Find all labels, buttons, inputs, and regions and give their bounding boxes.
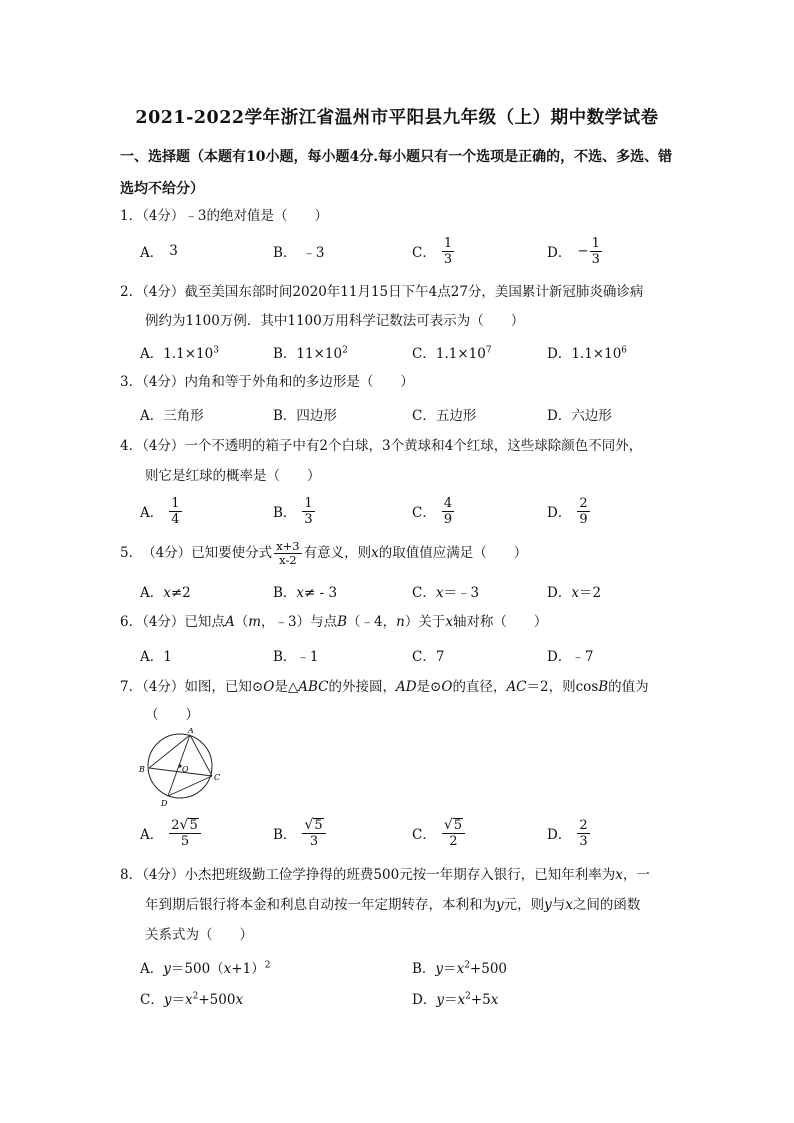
option-label: D． <box>547 245 572 261</box>
option-label: C． <box>412 245 436 261</box>
question-text: 小杰把班级勤工俭学挣得的班费500元按一年期存入银行，已知年利率为 <box>184 867 616 883</box>
question-text: 元，则 <box>503 897 545 913</box>
exponent: 3 <box>213 345 219 356</box>
option-b <box>273 811 326 855</box>
variable: y <box>163 961 171 977</box>
question-text: 的取值值应满足（ ） <box>378 545 528 561</box>
option-text: 11×10 <box>296 346 343 362</box>
fraction-numerator: 2 <box>579 817 588 833</box>
variable: x <box>571 585 579 601</box>
option-d <box>412 988 498 1008</box>
fraction <box>442 496 454 527</box>
variable: O <box>441 679 453 695</box>
question-text: 之间的函数 <box>572 897 641 913</box>
variable: x <box>445 614 453 630</box>
option-label: D． <box>547 585 572 601</box>
option-a <box>140 581 191 601</box>
question-text: 内角和等于外角和的多边形是（ ） <box>184 374 414 390</box>
variable: x <box>163 585 171 601</box>
option-text: ＝2 <box>578 585 602 601</box>
fraction <box>302 818 325 849</box>
option-text: +500 <box>198 992 236 1008</box>
question-text: 如图，已知⊙ <box>184 679 264 695</box>
fraction-denominator: 9 <box>579 511 588 527</box>
variable: x <box>435 585 444 601</box>
question-text: 年到期后银行将本金和利息自动按一年定期转存，本利和为 <box>145 897 496 913</box>
fraction-numerator: 1 <box>171 495 180 511</box>
option-text: ﹣3 <box>302 245 325 261</box>
question-text: 是△ <box>274 679 299 695</box>
option-text: +5 <box>470 992 491 1008</box>
label-a: A <box>188 728 194 735</box>
option-d <box>547 811 590 855</box>
option-label: B． <box>412 961 436 977</box>
option-a <box>140 342 219 362</box>
variable: A <box>224 614 235 630</box>
option-label: C． <box>412 827 436 843</box>
option-c <box>412 581 479 601</box>
option-label: B． <box>273 827 297 843</box>
option-b <box>273 581 337 601</box>
option-label: A． <box>140 408 164 424</box>
variable: B <box>337 614 348 630</box>
question-7 <box>120 677 680 697</box>
option-b <box>273 231 325 271</box>
question-score: （4分） <box>142 679 185 695</box>
section-heading-line1: 一、选择题（本题有10小题，每小题4分.每小题只有一个选项是正确的，不选、多选、错 <box>120 149 673 165</box>
variable: y <box>496 897 504 913</box>
options-q2 <box>140 342 680 366</box>
question-text: 轴对称（ ） <box>452 614 548 630</box>
fraction-denominator: 3 <box>443 251 453 267</box>
option-label: C． <box>412 649 436 665</box>
option-text: ≠ - 3 <box>304 585 338 601</box>
option-a <box>140 491 182 531</box>
fraction <box>442 818 465 849</box>
variable: x <box>296 585 305 601</box>
question-text: 已知要使分式 <box>191 545 273 561</box>
option-label: D． <box>547 346 572 362</box>
option-text: 1.1×10 <box>435 346 486 362</box>
option-label: B． <box>273 245 297 261</box>
exponent: 6 <box>621 345 628 356</box>
question-score: （4分） <box>142 284 185 300</box>
question-number: 6． <box>120 614 143 630</box>
question-text: 有意义，则 <box>303 545 372 561</box>
variable: B <box>598 679 609 695</box>
option-text: 四边形 <box>296 408 337 424</box>
fraction-numerator <box>302 818 325 834</box>
option-c <box>412 342 492 362</box>
fraction-numerator: 1 <box>304 495 313 511</box>
option-label: A． <box>140 827 164 843</box>
question-score: （4分） <box>142 208 185 224</box>
fraction-denominator: 3 <box>591 251 600 267</box>
question-4 <box>120 436 680 456</box>
fraction-denominator: 2 <box>449 833 458 849</box>
fraction <box>169 496 181 527</box>
question-number: 2． <box>120 284 143 300</box>
variable: x <box>457 992 466 1008</box>
option-label: D． <box>547 827 572 843</box>
fraction-numerator: 4 <box>443 495 453 511</box>
question-7-cont: （ ） <box>145 707 199 723</box>
variable: x <box>456 961 465 977</box>
question-text: （ <box>234 614 249 630</box>
fraction-denominator: 3 <box>309 833 319 849</box>
option-c <box>412 491 454 531</box>
variable: x <box>565 897 573 913</box>
question-score: （4分） <box>142 867 185 883</box>
question-score: （4分） <box>142 374 185 390</box>
variable: AD <box>395 679 417 695</box>
question-number: 4． <box>120 438 143 454</box>
question-text: ，﹣3）与点 <box>261 614 338 630</box>
option-text: 1.1×10 <box>163 346 214 362</box>
option-text: +1） <box>231 961 265 977</box>
question-score: （4分） <box>142 614 185 630</box>
option-label: C． <box>412 408 436 424</box>
exponent: 2 <box>264 960 271 971</box>
square-root <box>444 818 463 833</box>
radicand: 5 <box>453 817 463 833</box>
question-8-line2 <box>145 895 705 915</box>
option-a <box>140 404 204 424</box>
radicand: 5 <box>189 817 198 833</box>
option-text: 1.1×10 <box>571 346 622 362</box>
option-a <box>140 957 270 977</box>
fraction-denominator: 3 <box>579 833 588 849</box>
label-c: C <box>214 773 220 782</box>
option-label: D． <box>412 992 437 1008</box>
option-d <box>547 231 602 271</box>
circle-diagram <box>136 728 220 808</box>
option-label: A． <box>140 961 164 977</box>
option-label: D． <box>547 649 572 665</box>
option-label: B． <box>273 649 297 665</box>
option-text: 3 <box>169 243 178 259</box>
exponent: 2 <box>192 991 199 1002</box>
variable: y <box>436 992 444 1008</box>
option-text: ＝﹣3 <box>443 585 480 601</box>
variable: x <box>615 867 623 883</box>
fraction <box>442 236 454 267</box>
label-d: D <box>161 799 168 808</box>
options-q8-row2 <box>140 988 680 1012</box>
options-q8-row1 <box>140 957 680 981</box>
option-label: C． <box>412 346 436 362</box>
variable: ABC <box>298 679 329 695</box>
option-label: A． <box>140 649 164 665</box>
circle-figure <box>136 728 220 808</box>
variable: m <box>248 614 261 630</box>
question-8-line3: 关系式为（ ） <box>145 927 253 943</box>
fraction-denominator: 3 <box>304 511 313 527</box>
option-text: 六边形 <box>571 408 612 424</box>
option-text: +500 <box>469 961 508 977</box>
question-number: 7． <box>120 679 143 695</box>
option-c <box>412 811 465 855</box>
radical-sign: √ <box>443 816 453 833</box>
question-8 <box>120 865 680 885</box>
option-b <box>273 342 348 362</box>
option-label: C． <box>412 585 436 601</box>
question-2-cont: 例约为1100万例．其中1100万用科学记数法可表示为（ ） <box>145 313 525 329</box>
option-text: 7 <box>435 649 445 665</box>
fraction-denominator: 9 <box>443 511 453 527</box>
question-number: 1． <box>120 208 143 224</box>
segment-ac <box>190 735 212 776</box>
option-text: ＝ <box>171 992 185 1008</box>
option-text: 三角形 <box>163 408 204 424</box>
question-text: ）关于 <box>404 614 446 630</box>
question-score: （4分） <box>142 438 185 454</box>
fraction-numerator: 1 <box>443 235 453 251</box>
option-c <box>140 988 243 1008</box>
section-heading-line2: 选均不给分） <box>120 181 204 197</box>
fraction-denominator: x-2 <box>279 552 297 567</box>
option-text: ＝ <box>443 961 457 977</box>
option-label: D． <box>547 505 572 521</box>
question-text: 与 <box>551 897 566 913</box>
radicand: 5 <box>314 817 323 833</box>
options-q3 <box>140 404 680 428</box>
variable: x <box>184 992 193 1008</box>
option-b <box>273 491 315 531</box>
minus-sign: − <box>577 243 589 259</box>
fraction <box>590 236 602 267</box>
question-number: 3． <box>120 374 143 390</box>
page-title: 2021-2022学年浙江省温州市平阳县九年级（上）期中数学试卷 <box>135 108 659 128</box>
options-q5 <box>140 581 680 605</box>
exponent: 2 <box>465 991 471 1002</box>
segment-bc <box>149 768 212 776</box>
fraction-denominator: 5 <box>180 833 190 849</box>
option-a <box>140 811 201 855</box>
variable: y <box>544 897 552 913</box>
option-label: D． <box>547 408 572 424</box>
variable: y <box>435 961 444 977</box>
question-text: ﹣3的绝对值是（ ） <box>184 208 329 224</box>
option-label: C． <box>412 505 436 521</box>
fraction <box>577 496 589 527</box>
radical-sign: √ <box>304 816 314 833</box>
question-text: ，一 <box>622 867 650 883</box>
option-label: A． <box>140 245 164 261</box>
variable: O <box>263 679 275 695</box>
question-text: （﹣4， <box>347 614 397 630</box>
question-5 <box>120 538 680 568</box>
square-root <box>304 818 323 833</box>
options-q1 <box>140 231 680 271</box>
option-text: 1 <box>163 649 172 665</box>
question-number: 8． <box>120 867 143 883</box>
option-c <box>412 404 476 424</box>
square-root <box>180 818 199 833</box>
option-label: A． <box>140 505 164 521</box>
option-text: ≠2 <box>170 585 191 601</box>
question-text: 已知点 <box>184 614 225 630</box>
fraction-numerator: x+3 <box>276 538 300 553</box>
option-a <box>140 645 172 665</box>
options-q7 <box>140 811 680 855</box>
option-label: C． <box>140 992 164 1008</box>
option-text: ＝ <box>443 992 458 1008</box>
question-score: （4分） <box>142 545 192 561</box>
option-d <box>547 404 612 424</box>
option-a <box>140 231 178 271</box>
variable: y <box>163 992 172 1008</box>
exponent: 2 <box>464 960 470 971</box>
option-c <box>412 645 444 665</box>
option-label: B． <box>273 505 297 521</box>
variable: x <box>235 992 244 1008</box>
question-2 <box>120 282 680 302</box>
radical-sign: √ <box>179 816 189 833</box>
option-d <box>547 581 601 601</box>
variable: n <box>396 614 405 630</box>
option-d <box>547 645 593 665</box>
variable: x <box>371 545 379 561</box>
fraction <box>274 540 301 567</box>
option-c <box>412 231 454 271</box>
variable: AC <box>506 679 527 695</box>
option-b <box>412 957 507 977</box>
exponent: 2 <box>342 345 348 356</box>
question-text: ＝2，则 <box>526 679 576 695</box>
question-text: cos <box>575 679 599 695</box>
question-6 <box>120 612 680 632</box>
fraction <box>302 496 314 527</box>
option-b <box>273 645 319 665</box>
fraction-denominator: 4 <box>171 511 180 527</box>
question-text: 是⊙ <box>416 679 442 695</box>
question-text: 的值为 <box>608 679 649 695</box>
option-label: B． <box>273 585 297 601</box>
variable: x <box>223 961 232 977</box>
option-text: ＝500（ <box>170 961 224 977</box>
fraction <box>577 818 589 849</box>
label-b: B <box>139 765 145 774</box>
question-3 <box>120 372 680 392</box>
coefficient: 2 <box>171 817 180 833</box>
option-label: A． <box>140 585 164 601</box>
question-text: 的外接圆， <box>328 679 396 695</box>
option-b <box>273 404 337 424</box>
question-number: 5． <box>120 545 143 561</box>
fraction <box>169 818 200 849</box>
fraction-numerator <box>169 818 200 834</box>
option-text: ﹣1 <box>296 649 319 665</box>
options-q6 <box>140 645 680 669</box>
fraction-numerator: 2 <box>579 495 588 511</box>
option-label: A． <box>140 346 164 362</box>
option-text: ﹣7 <box>571 649 594 665</box>
option-text: 五边形 <box>435 408 477 424</box>
option-d <box>547 342 627 362</box>
options-q4 <box>140 491 680 531</box>
variable: x <box>490 992 499 1008</box>
question-text: 的直径， <box>452 679 507 695</box>
question-text: 截至美国东部时间2020年11月15日下午4点27分，美国累计新冠肺炎确诊病 <box>184 284 644 300</box>
question-text: 一个不透明的箱子中有2个白球，3个黄球和4个红球，这些球除颜色不同外， <box>184 438 643 454</box>
exponent: 7 <box>485 345 492 356</box>
question-4-cont: 则它是红球的概率是（ ） <box>145 468 321 484</box>
option-label: B． <box>273 408 297 424</box>
question-1 <box>120 206 680 226</box>
label-o: O <box>182 765 189 774</box>
fraction-numerator <box>442 818 465 834</box>
option-label: B． <box>273 346 297 362</box>
option-d <box>547 491 590 531</box>
fraction-numerator: 1 <box>591 235 600 251</box>
